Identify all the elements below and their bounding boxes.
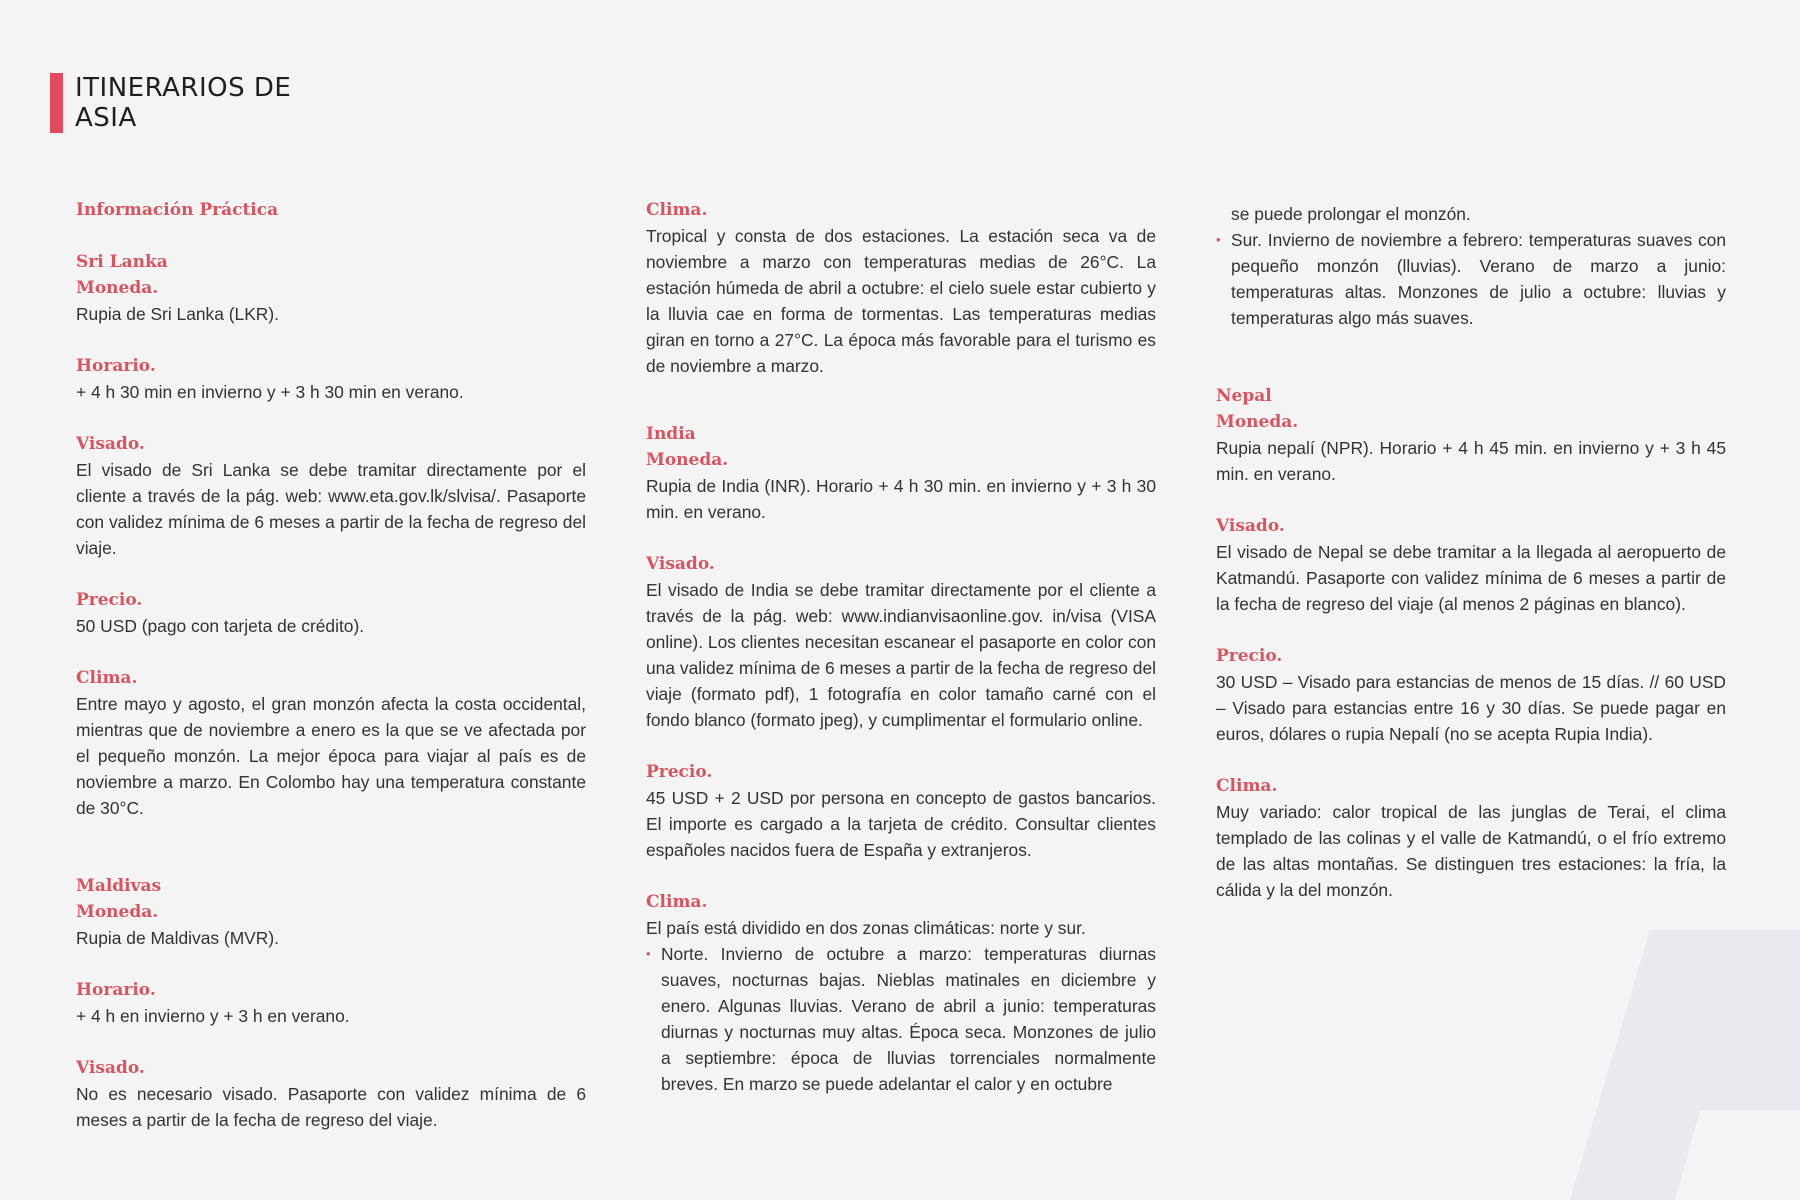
nepal-visado-text: El visado de Nepal se debe tramitar a la llegada al aeropuerto de Katmandú. Pasaporte con validez mínima de 6 meses a partir de la fecha de regreso del viaje (al menos 2 páginas en blanco). bbox=[1216, 542, 1726, 614]
section-title: Información Práctica bbox=[76, 200, 279, 220]
sri-lanka-precio-label: Precio. bbox=[76, 590, 143, 610]
header-accent-bar bbox=[50, 73, 63, 133]
country-heading-nepal: Nepal bbox=[1216, 386, 1272, 406]
india-clima-list bbox=[646, 941, 1156, 1097]
nepal-clima-text: Muy variado: calor tropical de las junglas de Terai, el clima templado de las colinas y el valle de Katmandú, o el frío extremo de las altas montañas. Se distinguen tres estaciones: la fría, la cálida y la del monzón. bbox=[1216, 802, 1726, 900]
sri-lanka-clima-text: Entre mayo y agosto, el gran monzón afecta la costa occidental, mientras que de noviembre a enero es la que se ve afectada por el pequeño monzón. La mejor época para viajar al país es de noviembre a marzo. En Colombo hay una temperatura constante de 30°C. bbox=[76, 694, 586, 818]
page-header bbox=[50, 73, 291, 133]
nepal-precio-text: 30 USD – Visado para estancias de menos de 15 días. // 60 USD – Visado para estancias entre 16 y 30 días. Se puede pagar en euros, dólares o rupia Nepalí (no se acepta Rupia India). bbox=[1216, 672, 1726, 744]
maldivas-clima-text: Tropical y consta de dos estaciones. La estación seca va de noviembre a marzo con temperaturas medias de 26°C. La estación húmeda de abril a octubre: el cielo suele estar cubierto y la lluvia cae en forma de tormentas. Las temperaturas medias giran en torno a 27°C. La época más favorable para el turismo es de noviembre a marzo. bbox=[646, 226, 1156, 376]
sri-lanka-moneda-text: Rupia de Sri Lanka (LKR). bbox=[76, 304, 279, 324]
nepal-moneda-text: Rupia nepalí (NPR). Horario + 4 h 45 min. en invierno y + 3 h 45 min. en verano. bbox=[1216, 438, 1726, 484]
maldivas-horario-label: Horario. bbox=[76, 980, 156, 1000]
india-precio-label: Precio. bbox=[646, 762, 713, 782]
maldivas-visado-text: No es necesario visado. Pasaporte con validez mínima de 6 meses a partir de la fecha de regreso del viaje. bbox=[76, 1084, 586, 1130]
column-left bbox=[76, 197, 586, 1133]
india-clima-label: Clima. bbox=[646, 892, 708, 912]
column-right bbox=[1216, 201, 1726, 903]
sri-lanka-visado-text: El visado de Sri Lanka se debe tramitar directamente por el cliente a través de la pág. web: www.eta.gov.lk/slvisa/. Pasaporte con validez mínima de 6 meses a partir de la fecha de regreso del viaje. bbox=[76, 460, 586, 558]
country-heading-india: India bbox=[646, 424, 696, 444]
sri-lanka-horario-label: Horario. bbox=[76, 356, 156, 376]
india-clima-norte-item: • Norte. Invierno de octubre a marzo: temperaturas diurnas suaves, nocturnas bajas. Nieblas matinales en diciembre y enero. Algunas lluvias. Verano de abril a junio: temperaturas diurnas y nocturnas muy altas. Época seca. Monzones de julio a septiembre: época de lluvias torrenciales normalmente breves. En marzo se puede adelantar el calor y en octubre bbox=[646, 941, 1156, 1097]
nepal-clima-label: Clima. bbox=[1216, 776, 1278, 796]
india-clima-norte-continuation: se puede prolongar el monzón. bbox=[1231, 204, 1471, 224]
sri-lanka-moneda-label: Moneda. bbox=[76, 278, 159, 298]
maldivas-moneda-text: Rupia de Maldivas (MVR). bbox=[76, 928, 279, 948]
sri-lanka-visado-label: Visado. bbox=[76, 434, 145, 454]
sri-lanka-horario-text: + 4 h 30 min en invierno y + 3 h 30 min en verano. bbox=[76, 382, 464, 402]
page-title: ITINERARIOS DE ASIA bbox=[75, 73, 292, 133]
maldivas-moneda-label: Moneda. bbox=[76, 902, 159, 922]
maldivas-horario-text: + 4 h en invierno y + 3 h en verano. bbox=[76, 1006, 350, 1026]
sri-lanka-precio-text: 50 USD (pago con tarjeta de crédito). bbox=[76, 616, 365, 636]
india-moneda-text: Rupia de India (INR). Horario + 4 h 30 min. en invierno y + 3 h 30 min. en verano. bbox=[646, 476, 1156, 522]
india-moneda-label: Moneda. bbox=[646, 450, 729, 470]
sri-lanka-clima-label: Clima. bbox=[76, 668, 138, 688]
india-clima-intro: El país está dividido en dos zonas climáticas: norte y sur. bbox=[646, 918, 1086, 938]
india-visado-text: El visado de India se debe tramitar directamente por el cliente a través de la pág. web: www.indianvisaonline.gov. in/visa (VISA online). Los clientes necesitan escanear el pasaporte en color con una validez mínima de 6 meses a partir de la fecha de regreso del viaje (formato pdf), 1 fotografía en color tamaño carné con el fondo blanco (formato jpeg), y cumplimentar el formulario online. bbox=[646, 580, 1156, 730]
india-visado-label: Visado. bbox=[646, 554, 715, 574]
nepal-precio-label: Precio. bbox=[1216, 646, 1283, 666]
india-precio-text: 45 USD + 2 USD por persona en concepto de gastos bancarios. El importe es cargado a la tarjeta de crédito. Consultar clientes españoles nacidos fuera de España y extranjeros. bbox=[646, 788, 1156, 860]
country-heading-sri-lanka: Sri Lanka bbox=[76, 252, 168, 272]
background-watermark-shape bbox=[1570, 930, 1800, 1200]
nepal-moneda-label: Moneda. bbox=[1216, 412, 1299, 432]
india-clima-sur-item: • Sur. Invierno de noviembre a febrero: temperaturas suaves con pequeño monzón (lluvias). Verano de marzo a junio: temperaturas altas. Monzones de julio a octubre: lluvias y temperaturas algo más suaves. bbox=[1216, 227, 1726, 331]
nepal-visado-label: Visado. bbox=[1216, 516, 1285, 536]
column-middle bbox=[646, 197, 1156, 1097]
india-clima-list-cont bbox=[1216, 227, 1726, 331]
country-heading-maldivas: Maldivas bbox=[76, 876, 162, 896]
maldivas-clima-label: Clima. bbox=[646, 200, 708, 220]
maldivas-visado-label: Visado. bbox=[76, 1058, 145, 1078]
